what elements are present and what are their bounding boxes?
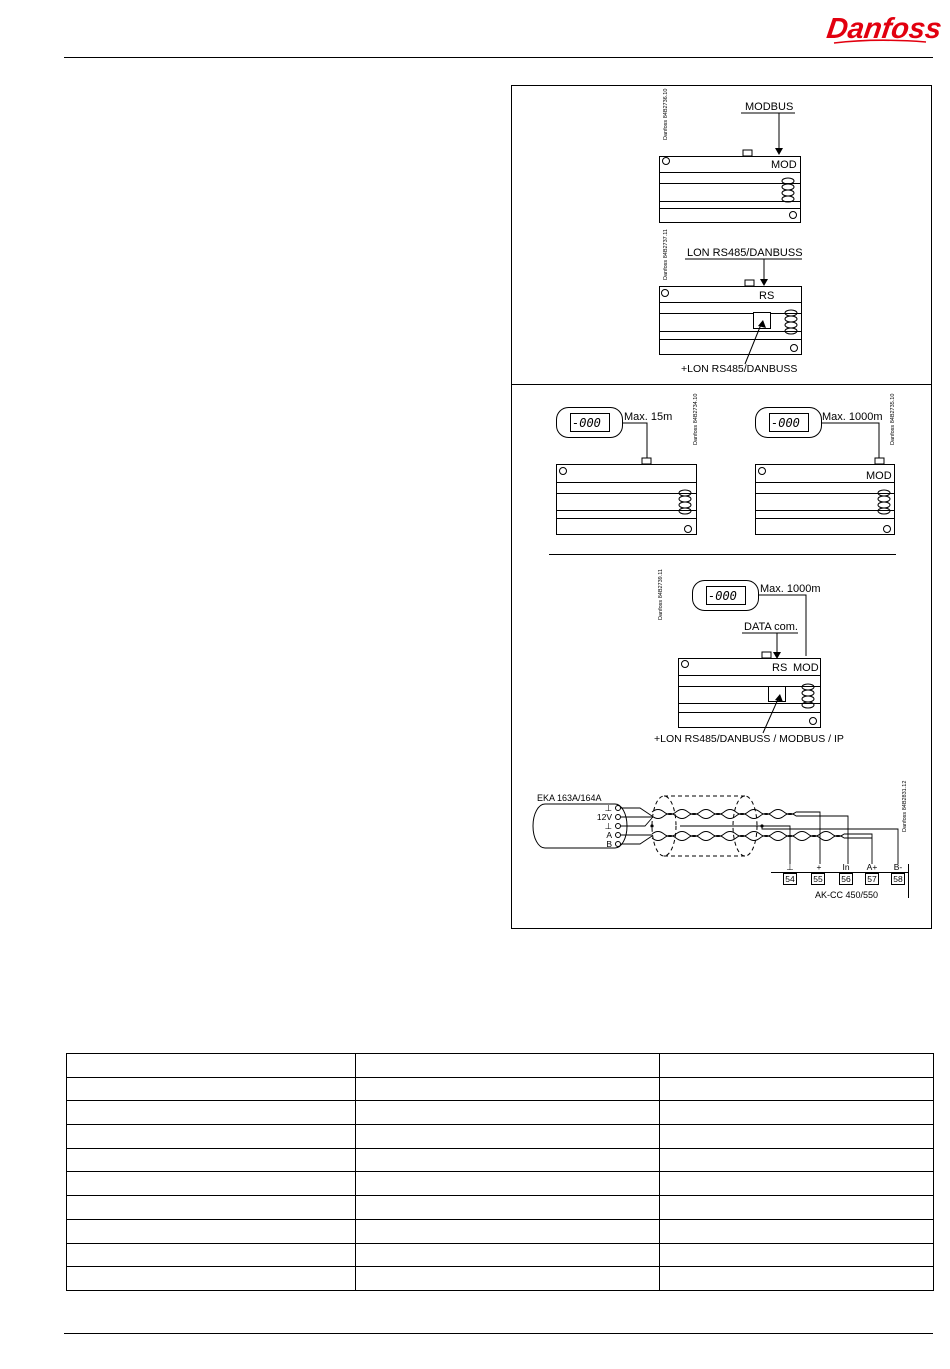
table-cell: [67, 1172, 356, 1196]
table-row: [67, 1267, 934, 1291]
table-cell: [67, 1196, 356, 1220]
twisted-pair-lower: [652, 832, 844, 841]
table-cell: [660, 1101, 934, 1125]
data-com-label: DATA com.: [744, 621, 798, 633]
svg-text:55: 55: [813, 874, 823, 884]
table-row: [67, 1196, 934, 1220]
svg-text:+: +: [816, 862, 822, 872]
lon-bus-label: LON RS485/DANBUSS: [687, 247, 803, 259]
table-row: [67, 1125, 934, 1149]
table-cell: [67, 1267, 356, 1291]
table-cell: [355, 1267, 660, 1291]
table-cell: [660, 1172, 934, 1196]
svg-text:⊥: ⊥: [604, 803, 612, 813]
terminal-numbers: [785, 874, 903, 884]
table-cell: [660, 1054, 934, 1078]
specification-table: [66, 1053, 934, 1291]
table-cell: [660, 1243, 934, 1267]
svg-text:Danfoss: Danfoss: [824, 13, 944, 45]
terminal-signal-labels: [786, 862, 902, 872]
display-readout-combo: -000: [708, 589, 737, 603]
display-readout-left: -000: [572, 416, 601, 430]
table-cell: [355, 1101, 660, 1125]
cable-right: [821, 423, 879, 458]
svg-text:56: 56: [841, 874, 851, 884]
table-row: [67, 1101, 934, 1125]
table-cell: [355, 1054, 660, 1078]
lon-arrowhead: [760, 279, 768, 286]
svg-text:54: 54: [785, 874, 795, 884]
svg-text:A+: A+: [866, 862, 878, 872]
svg-text:⊥: ⊥: [604, 821, 612, 831]
table-row: [67, 1219, 934, 1243]
table-row: [67, 1077, 934, 1101]
drawing-code-combo: Danfoss 84B2739.11: [658, 569, 664, 620]
combo-insert-label: +LON RS485/DANBUSS / MODBUS / IP: [654, 733, 844, 745]
svg-text:57: 57: [867, 874, 877, 884]
svg-text:In: In: [842, 862, 850, 872]
table-cell: [67, 1125, 356, 1149]
modbus-label: MODBUS: [745, 101, 794, 113]
right-module-label: MOD: [866, 470, 892, 482]
drawing-code-mod: Danfoss 84B2736.10: [663, 88, 669, 140]
distance-label-right: Max. 1000m: [822, 411, 883, 423]
rs-module-label: RS: [759, 290, 775, 302]
table-cell: [355, 1148, 660, 1172]
mod-module-label: MOD: [771, 159, 797, 171]
table-cell: [660, 1196, 934, 1220]
cable-left: [622, 423, 647, 458]
svg-text:B: B: [606, 839, 612, 849]
combo-label-mod: MOD: [793, 662, 819, 674]
distance-label-combo: Max. 1000m: [760, 583, 821, 595]
table-row: [67, 1172, 934, 1196]
table-cell: [355, 1243, 660, 1267]
remote-display-body: [533, 804, 627, 848]
table-cell: [355, 1077, 660, 1101]
table-cell: [660, 1267, 934, 1291]
svg-text:B-: B-: [893, 862, 903, 872]
distance-label-left: Max. 15m: [624, 411, 673, 423]
table-cell: [355, 1196, 660, 1220]
pin-wires: [621, 808, 652, 844]
table-cell: [660, 1219, 934, 1243]
table-cell: [660, 1077, 934, 1101]
drawing-code-right: Danfoss 84B2735.10: [890, 393, 896, 445]
svg-text:58: 58: [893, 874, 903, 884]
table-row: [67, 1054, 934, 1078]
table-cell: [660, 1148, 934, 1172]
table-cell: [67, 1054, 356, 1078]
table-cell: [67, 1243, 356, 1267]
svg-text:⊥: ⊥: [786, 862, 794, 872]
table-row: [67, 1148, 934, 1172]
controller-label: AK-CC 450/550: [815, 890, 879, 900]
svg-text:12V: 12V: [596, 812, 612, 822]
table-cell: [67, 1219, 356, 1243]
table-row: [67, 1243, 934, 1267]
display-title: EKA 163A/164A: [537, 793, 602, 803]
table-cell: [355, 1219, 660, 1243]
table-cell: [355, 1125, 660, 1149]
controller-housing-left: [557, 458, 697, 535]
table-cell: [660, 1125, 934, 1149]
data-com-arrowhead: [773, 652, 781, 659]
modbus-arrowhead: [775, 148, 783, 155]
twisted-pair-upper: [652, 810, 796, 819]
svg-text:A: A: [606, 830, 612, 840]
drawing-code-left: Danfoss 84B2734.10: [693, 393, 699, 445]
drawing-code-rs: Danfoss 84B2737.11: [663, 229, 669, 280]
drawing-code-wiring: Danfoss 84B2831.12: [902, 780, 908, 832]
table-cell: [67, 1148, 356, 1172]
table-cell: [67, 1077, 356, 1101]
display-readout-right: -000: [771, 416, 800, 430]
rs-module-housing: [660, 280, 802, 355]
rs-insert-label: +LON RS485/DANBUSS: [681, 363, 798, 375]
combo-label-rs: RS: [772, 662, 788, 674]
table-cell: [67, 1101, 356, 1125]
table-cell: [355, 1172, 660, 1196]
